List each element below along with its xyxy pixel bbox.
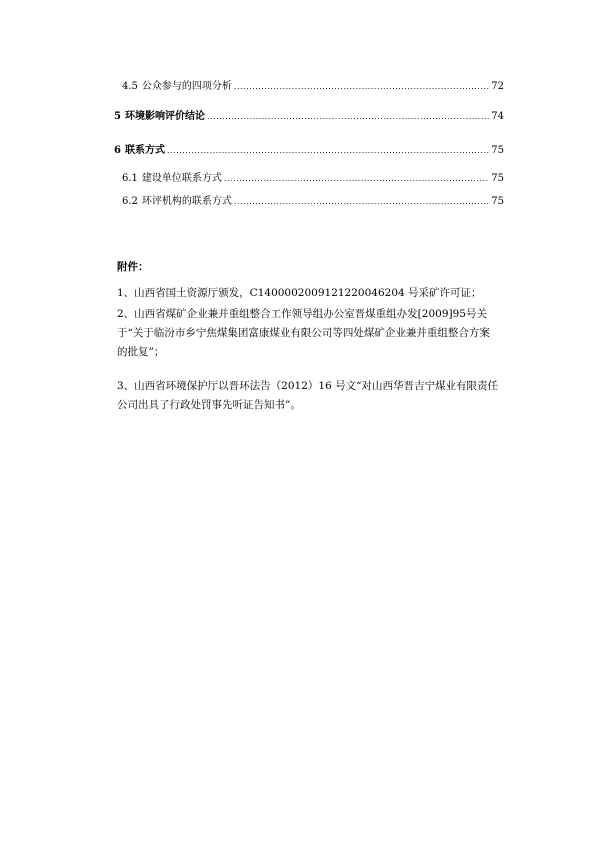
toc-page-number: 74 — [491, 111, 504, 122]
toc-title: 环评机构的联系方式 — [141, 196, 232, 207]
toc-number: 6 — [114, 145, 121, 156]
toc-title: 环境影响评价结论 — [124, 111, 205, 122]
toc-entry[interactable] — [122, 195, 504, 209]
toc-page-number: 75 — [491, 145, 504, 156]
toc-dot-leader — [224, 172, 489, 186]
toc-title: 公众参与的四项分析 — [141, 81, 232, 92]
toc-number: 4.5 — [122, 81, 138, 92]
toc-number: 6.2 — [122, 196, 138, 207]
toc-number: 5 — [114, 111, 121, 122]
toc-dot-leader — [207, 110, 489, 124]
toc-entry[interactable] — [114, 110, 504, 124]
attachments-heading: 附件： — [117, 261, 149, 273]
toc-title: 联系方式 — [124, 145, 165, 156]
attachment-item: 3、山西省环境保护厅以晋环法告（2012）16 号文“对山西华晋吉宁煤业有限责任公司出具了行政处罚事先听证告知书”。 — [117, 380, 498, 411]
toc-entry[interactable] — [122, 80, 504, 94]
attachment-item: 1、山西省国土资源厅颁发，C1400002009121220046204 号采矿许可证； — [117, 287, 482, 299]
toc-page-number: 72 — [491, 81, 504, 92]
toc-dot-leader — [234, 195, 489, 209]
toc-page-number: 75 — [491, 196, 504, 207]
toc-entry[interactable] — [122, 172, 504, 186]
toc-entry[interactable] — [114, 144, 504, 158]
toc-dot-leader — [234, 80, 489, 94]
toc-number: 6.1 — [122, 173, 138, 184]
toc-title: 建设单位联系方式 — [141, 173, 222, 184]
toc-dot-leader — [167, 144, 489, 158]
toc-page-number: 75 — [491, 173, 504, 184]
attachment-item: 2、山西省煤矿企业兼并重组整合工作领导组办公室晋煤重组办发[2009]95号关于“关于临汾市乡宁焦煤集团富康煤业有限公司等四处煤矿企业兼并重组整合方案的批复”； — [117, 308, 490, 358]
